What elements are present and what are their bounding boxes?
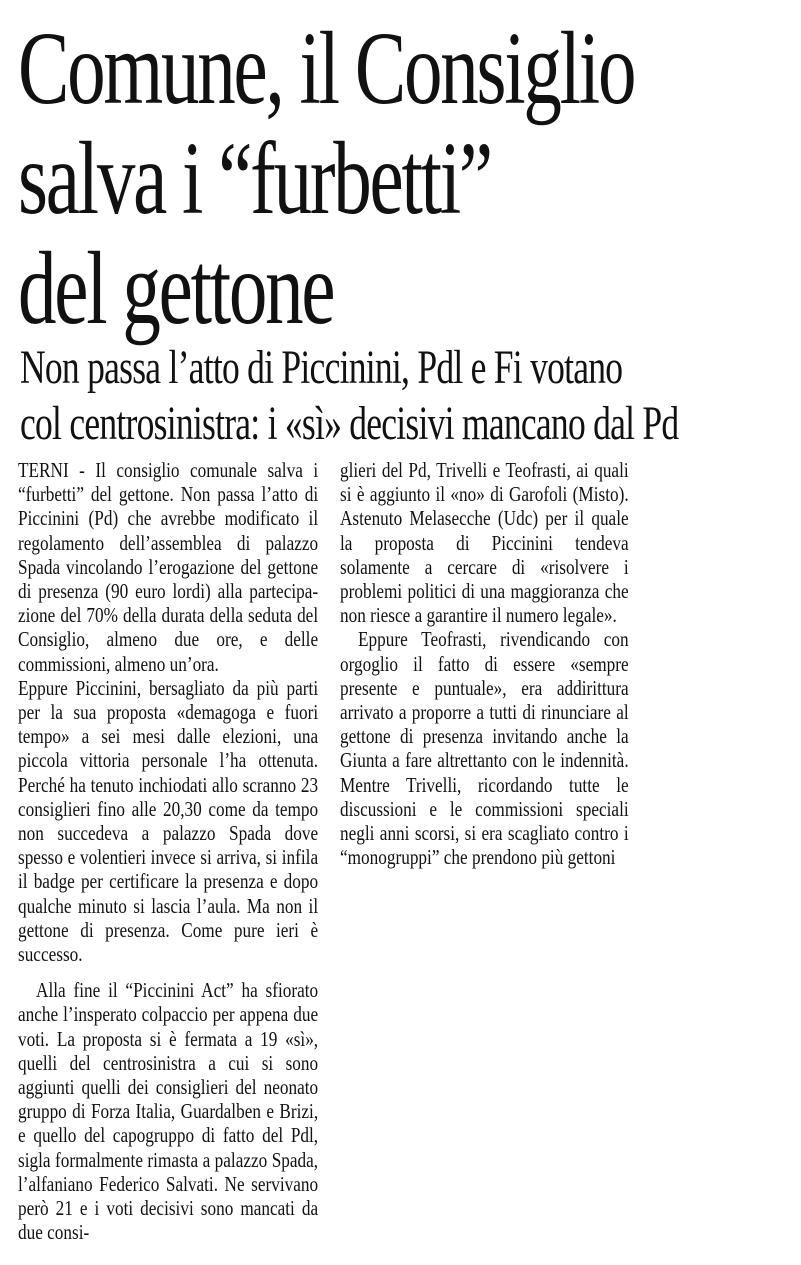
article-column-left xyxy=(18,458,318,1245)
headline xyxy=(18,11,635,346)
headline-line-3: del gettone xyxy=(18,231,334,346)
subheadline xyxy=(20,340,678,452)
paragraph-3: Alla fine il “Piccinini Act” ha sfiorato anche l’insperato colpaccio per appena due voti. La proposta si è fermata a 19 «sì», quelli del centrosinistra a cui si sono aggiunti quelli dei consiglieri del neonato gruppo di Forza Italia, Guardalben e Brizi, e quello del capogruppo di fatto del Pdl, sigla formalmente rimasta a palazzo Spada, l’alfaniano Federico Salvati. Ne servivano però 21 e i voti decisivi sono mancati da due consi- xyxy=(18,978,319,1245)
paragraph-5: Eppure Teofrasti, rivendicando con orgoglio il fatto di essere «sempre presente e puntuale», era addirittura arrivato a proporre a tutti di rinunciare al gettone di presenza invitando anche la Giunta a fare altrettanto con le indennità. Mentre Trivelli, ricordando tutte le discussioni e le commissioni speciali negli anni scorsi, si era scagliato contro i “monogruppi” che prendono più gettoni xyxy=(340,627,629,870)
article-column-right xyxy=(340,458,629,869)
subhead-line-2: col centrosinistra: i «sì» decisivi mancano dal Pd xyxy=(20,397,679,450)
paragraph-4: glieri del Pd, Trivelli e Teofrasti, ai quali si è aggiunto il «no» di Garofoli (Misto). Astenuto Melasecche (Udc) per il quale la proposta di Piccinini tendeva solamente a cercare di «risolvere i problemi politici di una maggioranza che non riesce a garantire il numero legale». xyxy=(340,458,629,628)
headline-line-2: salva i “furbetti” xyxy=(18,121,491,236)
paragraph-2: Eppure Piccinini, bersagliato da più parti per la sua proposta «demagoga e fuori tempo» a sei mesi dalle elezioni, una piccola vittoria personale l’ha ottenuta. Perché ha tenuto inchiodati allo scranno 23 consiglieri fino alle 20,30 come da tempo non succedeva a palazzo Spada dove spesso e volentieri invece si arriva, si infila il badge per certificare la presenza e dopo qualche minuto si lascia l’aula. Ma non il gettone di presenza. Come pure ieri è successo. xyxy=(18,675,319,967)
paragraph-1: TERNI - Il consiglio comunale salva i “furbetti” del gettone. Non passa l’atto di Piccinini (Pd) che avrebbe modificato il regolamento dell’assemblea di palazzo Spada vincolando l’erogazione del gettone di presenza (90 euro lordi) alla partecipazione del 70% della durata della seduta del Consiglio, almeno due ore, e delle commissioni, almeno un’ora. xyxy=(18,458,319,676)
subhead-line-1: Non passa l’atto di Piccinini, Pdl e Fi votano xyxy=(20,341,623,394)
headline-line-1: Comune, il Consiglio xyxy=(18,11,635,126)
